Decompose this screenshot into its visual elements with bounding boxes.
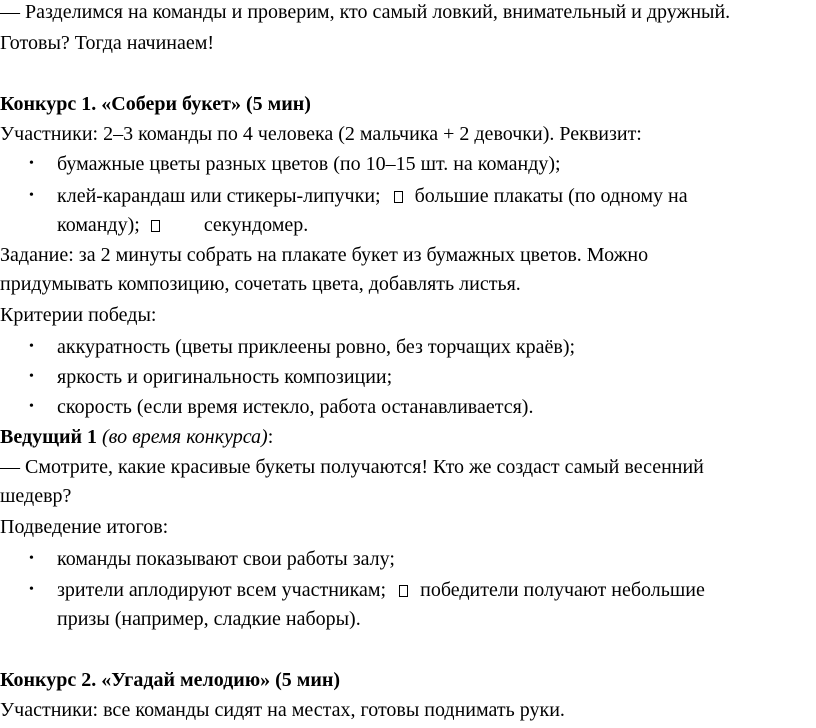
contest-2-participants: Участники: все команды сидят на местах, готовы поднимать руки. [0, 699, 565, 721]
host-colon: : [267, 426, 274, 448]
props-item-2-part-d: секундомер. [203, 214, 309, 236]
props-item-2-part-b: большие плакаты (по одному на [414, 185, 688, 207]
bullet-icon: • [29, 188, 34, 203]
bullet-icon: • [29, 399, 34, 414]
bullet-icon: • [29, 339, 34, 354]
missing-glyph-icon [394, 191, 403, 203]
summary-label: Подведение итогов: [0, 516, 169, 538]
contest-2-heading [0, 668, 340, 692]
bullet-icon: • [29, 369, 34, 384]
host-line [0, 425, 273, 449]
contest-2-heading-text: Конкурс 2. «Угадай мелодию» (5 мин) [0, 669, 341, 691]
task-line-1: Задание: за 2 минуты собрать на плакате букет из бумажных цветов. Можно [0, 244, 649, 266]
missing-glyph-icon [151, 220, 160, 232]
host-note: (во время конкурса) [102, 426, 268, 448]
summary-item-2 [57, 578, 705, 602]
props-item-2-part-c: команду); [57, 214, 140, 236]
summary-item-2-part-a: зрители аплодируют всем участникам; [57, 579, 387, 601]
props-item-2-continuation [57, 213, 308, 237]
host-speech-line-1: — Смотрите, какие красивые букеты получаются! Кто же создаст самый весенний [0, 456, 704, 478]
contest-1-heading [0, 92, 311, 116]
bullet-icon: • [29, 156, 34, 171]
summary-item-2-continuation: призы (например, сладкие наборы). [57, 608, 361, 630]
intro-line-1: — Разделимся на команды и проверим, кто самый ловкий, внимательный и дружный. [0, 1, 731, 23]
bullet-icon: • [29, 551, 34, 566]
task-line-2: придумывать композицию, сочетать цвета, добавлять листья. [0, 273, 521, 295]
criteria-item-2: яркость и оригинальность композиции; [57, 366, 393, 388]
intro-line-2: Готовы? Тогда начинаем! [0, 32, 215, 54]
contest-1-participants: Участники: 2–3 команды по 4 человека (2 мальчика + 2 девочки). Реквизит: [0, 123, 642, 145]
summary-item-2-part-b: победители получают небольшие [420, 579, 705, 601]
bullet-icon: • [29, 582, 34, 597]
contest-1-heading-text: Конкурс 1. «Собери букет» (5 мин) [0, 93, 311, 115]
criteria-item-3: скорость (если время истекло, работа останавливается). [57, 396, 534, 418]
summary-item-1: команды показывают свои работы залу; [57, 548, 395, 570]
criteria-item-1: аккуратность (цветы приклеены ровно, без торчащих краёв); [57, 336, 576, 358]
props-item-2 [57, 184, 688, 208]
host-speech-line-2: шедевр? [0, 485, 72, 507]
missing-glyph-icon [399, 585, 408, 597]
host-name: Ведущий 1 [0, 426, 98, 448]
props-item-1: бумажные цветы разных цветов (по 10–15 шт. на команду); [57, 153, 561, 175]
props-item-2-part-a: клей-карандаш или стикеры-липучки; [57, 185, 381, 207]
criteria-label: Критерии победы: [0, 304, 157, 326]
